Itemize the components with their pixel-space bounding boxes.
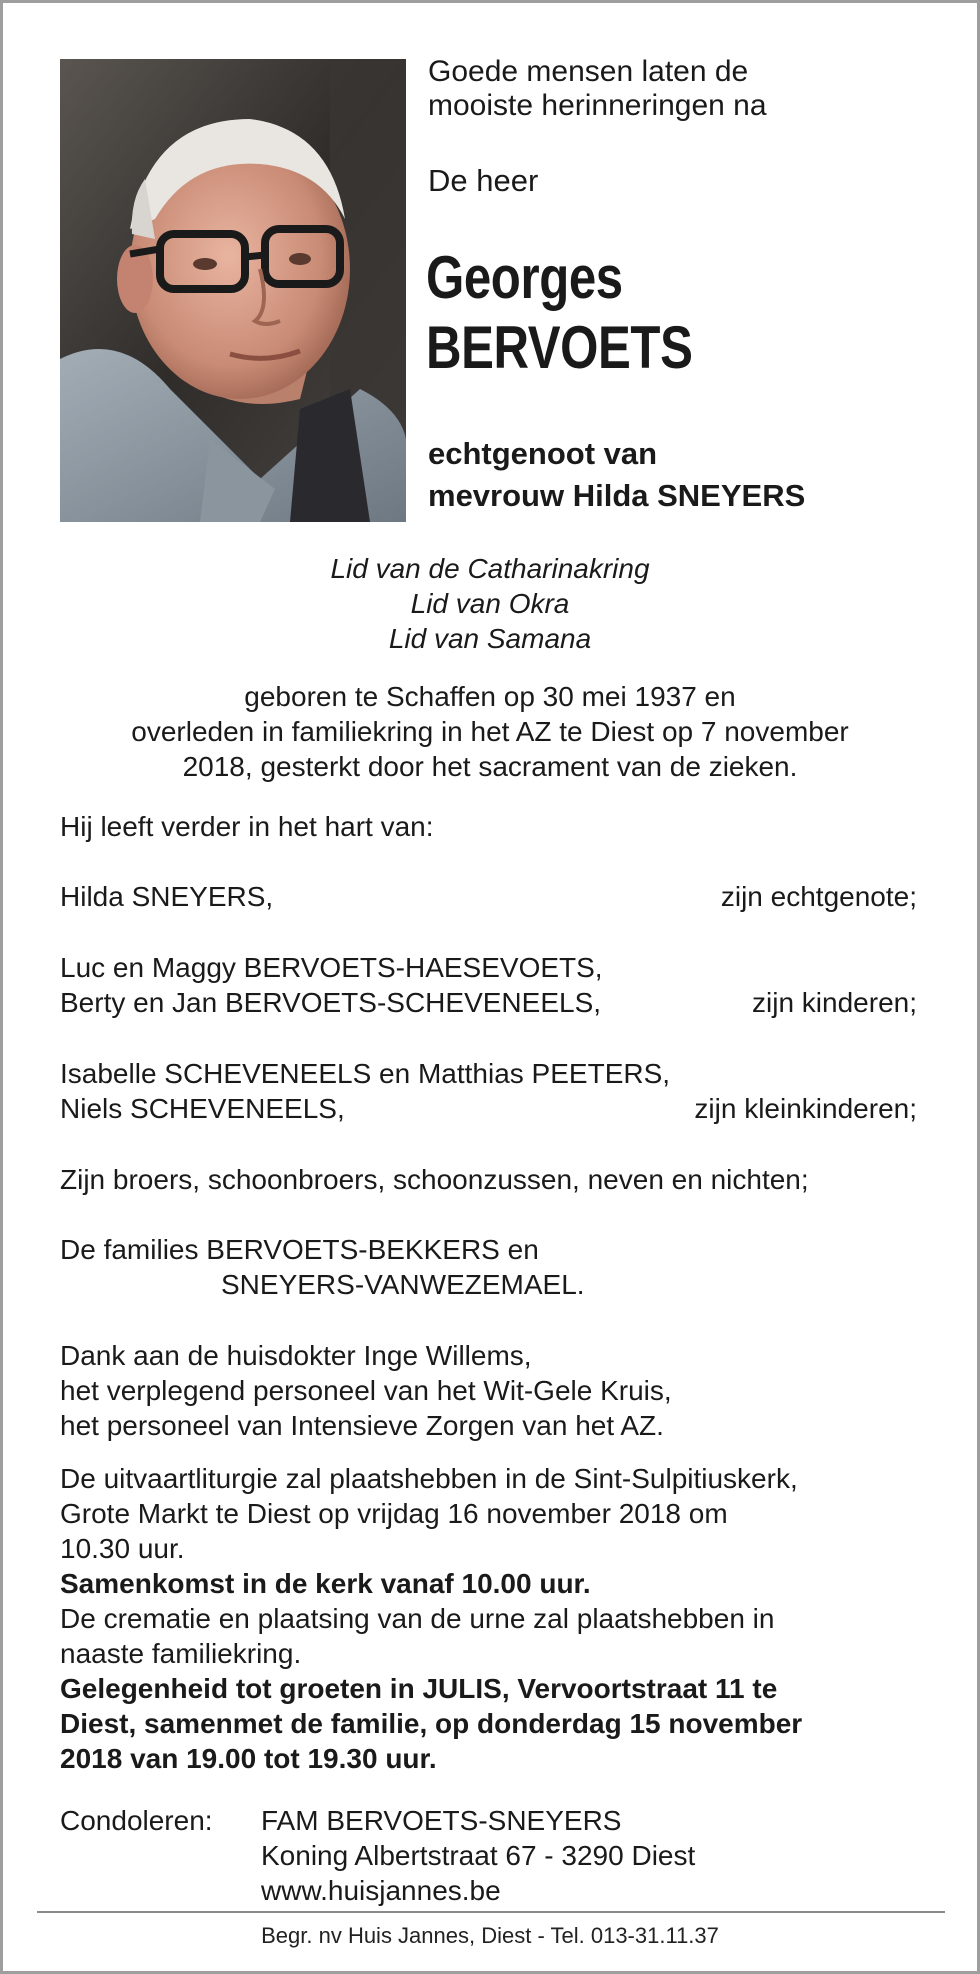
condolences-website: www.huisjannes.be bbox=[261, 1875, 501, 1906]
children-relation: zijn kinderen; bbox=[752, 987, 917, 1018]
gathering-line: Samenkomst in de kerk vanaf 10.00 uur. bbox=[60, 1568, 591, 1599]
child-line: Berty en Jan BERVOETS-SCHEVENEELS, bbox=[60, 987, 602, 1018]
spouse-name: Hilda SNEYERS, bbox=[60, 881, 274, 912]
visitation-line: Diest, samenmet de familie, op donderdag 15 november bbox=[60, 1708, 803, 1739]
cremation-line: De crematie en plaatsing van de urne zal plaatshebben in bbox=[60, 1603, 775, 1634]
funeral-line: 10.30 uur. bbox=[60, 1533, 185, 1564]
survivors-intro: Hij leeft verder in het hart van: bbox=[60, 811, 434, 842]
birth-line: overleden in familiekring in het AZ te Diest op 7 november bbox=[131, 716, 849, 747]
thanks-line: het verplegend personeel van het Wit-Gele Kruis, bbox=[60, 1375, 672, 1406]
intro-line: Goede mensen laten de bbox=[428, 55, 749, 88]
honorific-title: De heer bbox=[428, 163, 539, 198]
condolences-line: Koning Albertstraat 67 - 3290 Diest bbox=[261, 1840, 696, 1871]
visitation-line: 2018 van 19.00 tot 19.30 uur. bbox=[60, 1743, 437, 1774]
last-name: BERVOETS bbox=[426, 314, 693, 381]
funeral-block bbox=[60, 1461, 802, 1776]
membership-item: Lid van de Catharinakring bbox=[330, 553, 650, 584]
condolences-label: Condoleren: bbox=[60, 1805, 213, 1836]
membership-item: Lid van Samana bbox=[388, 623, 592, 654]
spouse-line: mevrouw Hilda SNEYERS bbox=[428, 478, 806, 513]
condolences-address bbox=[261, 1803, 695, 1908]
siblings-line: Zijn broers, schoonbroers, schoonzussen, neven en nichten; bbox=[60, 1164, 809, 1195]
membership-item: Lid van Okra bbox=[410, 588, 570, 619]
funeral-line: De uitvaartliturgie zal plaatshebben in de Sint-Sulpitiuskerk, bbox=[60, 1463, 798, 1494]
portrait-photo bbox=[60, 59, 406, 522]
spouse-relation: zijn echtgenote; bbox=[720, 881, 917, 912]
spouse-block bbox=[428, 433, 805, 517]
child-line: Luc en Maggy BERVOETS-HAESEVOETS, bbox=[60, 952, 603, 983]
portrait-illustration bbox=[60, 59, 406, 522]
footer-text: Begr. nv Huis Jannes, Diest - Tel. 013-31.11.37 bbox=[261, 1923, 719, 1948]
cremation-line: naaste familiekring. bbox=[60, 1638, 302, 1669]
intro-line: mooiste herinneringen na bbox=[428, 89, 767, 122]
visitation-line: Gelegenheid tot groeten in JULIS, Vervoortstraat 11 te bbox=[60, 1673, 778, 1704]
birth-line: geboren te Schaffen op 30 mei 1937 en bbox=[244, 681, 736, 712]
memberships bbox=[3, 551, 977, 656]
first-name: Georges bbox=[426, 244, 623, 311]
deceased-name bbox=[426, 243, 692, 383]
spouse-line: echtgenoot van bbox=[428, 436, 658, 471]
families-line: SNEYERS-VANWEZEMAEL. bbox=[221, 1269, 585, 1300]
footer-divider bbox=[37, 1911, 945, 1913]
thanks-line: het personeel van Intensieve Zorgen van het AZ. bbox=[60, 1410, 664, 1441]
birth-line: 2018, gesterkt door het sacrament van de zieken. bbox=[182, 751, 798, 782]
grandchild-line: Isabelle SCHEVENEELS en Matthias PEETERS, bbox=[60, 1058, 671, 1089]
thanks-block bbox=[60, 1338, 672, 1443]
grandchild-line: Niels SCHEVENEELS, bbox=[60, 1093, 345, 1124]
grandchildren-relation: zijn kleinkinderen; bbox=[694, 1093, 917, 1124]
families-line: De families BERVOETS-BEKKERS en bbox=[60, 1234, 539, 1265]
funeral-line: Grote Markt te Diest op vrijdag 16 november 2018 om bbox=[60, 1498, 728, 1529]
thanks-line: Dank aan de huisdokter Inge Willems, bbox=[60, 1340, 532, 1371]
birth-death-info bbox=[3, 679, 977, 784]
intro-text bbox=[428, 55, 767, 123]
condolences-line: FAM BERVOETS-SNEYERS bbox=[261, 1805, 622, 1836]
